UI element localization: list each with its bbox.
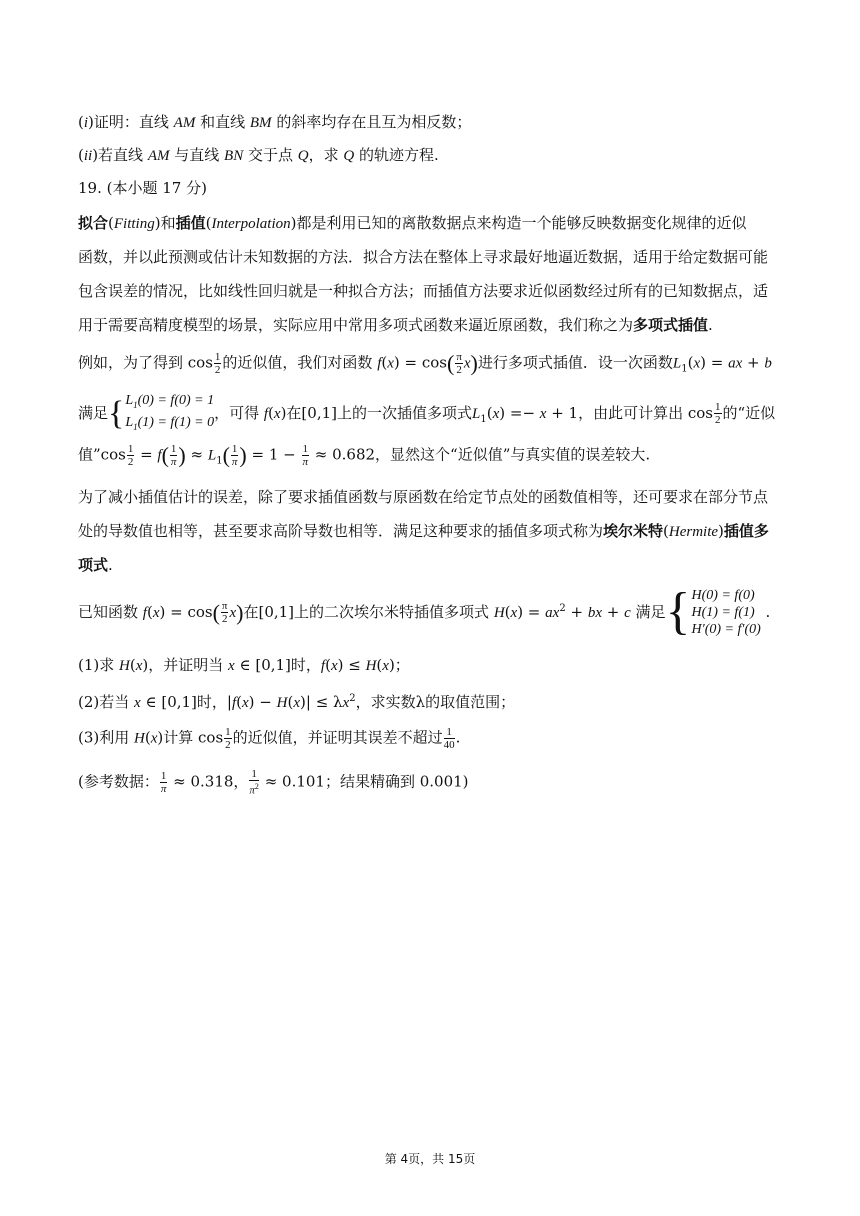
reference-data: (参考数据： $\frac{1}{\pi}$ ≈ 0.318， $\frac{1}{\pi^2}$ ≈ 0.101；结果精确到 0.001) [78,768,469,797]
subquestion-i: (i)证明：直线 AM 和直线 BM 的斜率均存在且互为相反数； [78,113,472,131]
part-3: (3)利用 H(x)计算 cos $\frac{1}{2}$ 的近似值，并证明其误差不超过 $\frac{1}{40}$ . [78,726,461,751]
intro-line-2: 函数，并以此预测或估计未知数据的方法．拟合方法在整体上寻求最好地逼近数据，适用于给定数据可能 [78,248,769,266]
part-1: (1)求 H(x)，并证明当 x ∈ [0,1]时，f(x) ≤ H(x)； [78,656,410,674]
hermite-line-2: 处的导数值也相等，甚至要求高阶导数也相等．满足这种要求的插值多项式称为埃尔米特(Hermite)插值多 [78,522,769,540]
page-footer: 第 4页，共 15页 [384,1152,476,1166]
hermite-line-3: 项式. [78,556,113,574]
question-19-header: 19. (本小题 17 分) [78,179,207,197]
example-line-2: 满足 { $L_1(0) = f(0) = 1$ $L_1(1) = f(1) = 0$ ，可得 f(x)在[0,1]上的一次插值多项式$L_1(x) =- x + 1$，由此可计算出 cos $\frac{1}{2}$ 的“近似 [78,393,776,432]
subquestion-ii: (ii)若直线 AM 与直线 BN 交于点 Q，求 Q 的轨迹方程. [78,146,439,164]
intro-line-1: 拟合(Fitting)和插值(Interpolation)都是利用已知的离散数据点来构造一个能够反映数据变化规律的近似 [78,214,747,232]
part-2: (2)若当 x ∈ [0,1]时，$|f(x) - H(x)| \le \lambda x^2$，求实数λ的取值范围； [78,693,516,711]
example-line-3: 值”cos $\frac{1}{2}$ = f( $\frac{1}{\pi}$ ) ≈ $L_1$( $\frac{1}{\pi}$ ) = 1 − $\frac{1}{\pi}$ ≈ 0.682，显然这个“近似值”与真实值的误差较大. [78,442,651,468]
intro-line-3: 包含误差的情况，比如线性回归就是一种拟合方法；而插值方法要求近似函数经过所有的已知数据点，适 [78,282,769,300]
given-condition: 已知函数 f(x) = cos( $\frac{\pi}{2}$ x)在[0,1]上的二次埃尔米特插值多项式 $H(x) = ax^2$ + bx + c 满足 { H(0) = f(0) H(1) = f(1) H′(0) = f′(0) . [78,583,771,640]
example-line-1: 例如，为了得到 cos $\frac{1}{2}$ 的近似值，我们对函数 f(x) = cos( $\frac{\pi}{2}$ x)进行多项式插值．设一次函数$L_1(x)$ = ax + b [78,350,772,376]
intro-line-4: 用于需要高精度模型的场景，实际应用中常用多项式函数来逼近原函数，我们称之为多项式插值. [78,316,713,334]
hermite-line-1: 为了减小插值估计的误差，除了要求插值函数与原函数在给定节点处的函数值相等，还可要求在部分节点 [78,488,769,506]
